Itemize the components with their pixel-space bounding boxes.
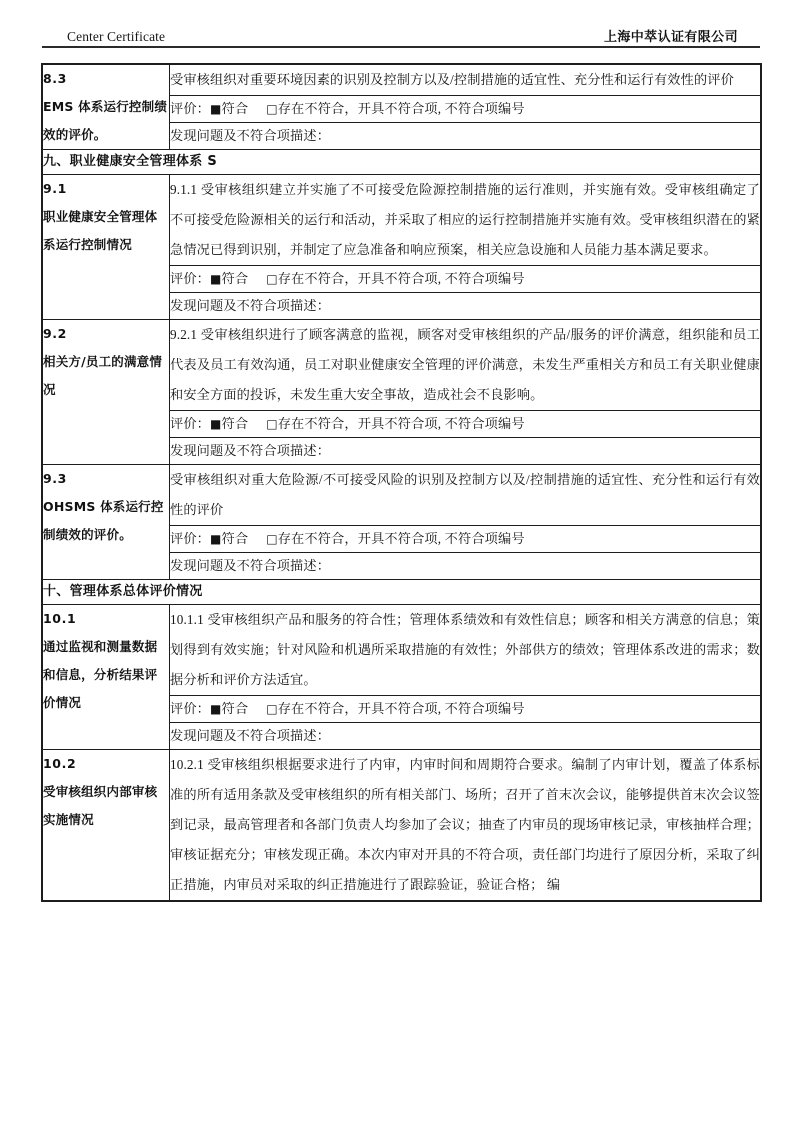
eval-conform-label: 符合 <box>221 701 249 716</box>
evaluation-row-9-2 <box>170 411 761 438</box>
checkbox-checked-icon[interactable]: ■ <box>210 417 222 431</box>
checkbox-empty-icon[interactable]: □ <box>266 417 278 431</box>
eval-conform-label: 符合 <box>221 416 249 431</box>
findings-row-9-3[interactable]: 发现问题及不符合项描述： <box>170 553 761 580</box>
table-row <box>43 175 761 266</box>
table-row <box>43 580 761 605</box>
clause-body-9-2: 9.2.1 受审核组织进行了顾客满意的监视，顾客对受审核组织的产品/服务的评价满意，组织能和员工代表及员工有效沟通，员工对职业健康安全管理的评价满意，未发生严重相关方和员工有关职业健康和安全方面的投诉，未发生重大安全事故，造成社会不良影响。 <box>170 320 761 411</box>
clause-label-cell-10-1 <box>43 605 170 750</box>
checkbox-checked-icon[interactable]: ■ <box>210 532 222 546</box>
eval-nonconform-label: 存在不符合，开具不符合项, 不符合项编号 <box>277 101 525 116</box>
table-row <box>43 65 761 96</box>
evaluation-row-10-1 <box>170 696 761 723</box>
section-heading-ten: 十、管理体系总体评价情况 <box>43 580 761 605</box>
eval-prefix-label: 评价： <box>170 271 211 286</box>
checkbox-empty-icon[interactable]: □ <box>266 702 278 716</box>
table-row <box>43 605 761 696</box>
section-heading-nine: 九、职业健康安全管理体系 S <box>43 150 761 175</box>
checkbox-checked-icon[interactable]: ■ <box>210 272 222 286</box>
clause-number: 9.1 <box>43 181 67 196</box>
clause-number: 10.1 <box>43 611 77 626</box>
eval-nonconform-label: 存在不符合，开具不符合项, 不符合项编号 <box>277 271 525 286</box>
checkbox-empty-icon[interactable]: □ <box>266 272 278 286</box>
findings-row-8-3[interactable]: 发现问题及不符合项描述： <box>170 123 761 150</box>
clause-label-cell-8-3 <box>43 65 170 150</box>
findings-row-10-1[interactable]: 发现问题及不符合项描述： <box>170 723 761 750</box>
eval-conform-label: 符合 <box>221 101 249 116</box>
clause-title: 职业健康安全管理体系运行控制情况 <box>43 209 158 252</box>
clause-title: OHSMS 体系运行控制绩效的评价。 <box>43 499 164 542</box>
eval-nonconform-label: 存在不符合，开具不符合项, 不符合项编号 <box>277 531 525 546</box>
clause-label-cell-10-2 <box>43 750 170 901</box>
evaluation-row-9-1 <box>170 266 761 293</box>
eval-prefix-label: 评价： <box>170 701 211 716</box>
header-left-text: Center Certificate <box>67 29 166 44</box>
table-row <box>43 150 761 175</box>
clause-body-9-1: 9.1.1 受审核组织建立并实施了不可接受危险源控制措施的运行准则，并实施有效。受审核组确定了不可接受危险源相关的运行和活动，并采取了相应的运行控制措施并实施有效。受审核组织潜在的紧急情况已得到识别，并制定了应急准备和响应预案，相关应急设施和人员能力基本满足要求。 <box>170 175 761 266</box>
checkbox-empty-icon[interactable]: □ <box>266 532 278 546</box>
findings-row-9-1[interactable]: 发现问题及不符合项描述： <box>170 293 761 320</box>
checkbox-empty-icon[interactable]: □ <box>266 102 278 116</box>
eval-prefix-label: 评价： <box>170 531 211 546</box>
evaluation-row-8-3 <box>170 96 761 123</box>
clause-number: 10.2 <box>43 756 77 771</box>
clause-body-8-3: 受审核组织对重要环境因素的识别及控制方以及/控制措施的适宜性、充分性和运行有效性的评价 <box>170 65 761 96</box>
evaluation-row-9-3 <box>170 526 761 553</box>
eval-conform-label: 符合 <box>221 531 249 546</box>
checkbox-checked-icon[interactable]: ■ <box>210 702 222 716</box>
clause-body-10-2: 10.2.1 受审核组织根据要求进行了内审，内审时间和周期符合要求。编制了内审计划，覆盖了体系标准的所有适用条款及受审核组织的所有相关部门、场所；召开了首末次会议，能够提供首末次会议签到记录，最高管理者和各部门负责人均参加了会议；抽查了内审员的现场审核记录，审核抽样合理；审核证据充分；审核发现正确。本次内审对开具的不符合项，责任部门均进行了原因分析，采取了纠正措施，内审员对采取的纠正措施进行了跟踪验证，验证合格； 编 <box>170 750 761 901</box>
eval-conform-label: 符合 <box>221 271 249 286</box>
clause-title: 通过监视和测量数据和信息，分析结果评价情况 <box>43 639 158 710</box>
checkbox-checked-icon[interactable]: ■ <box>210 102 222 116</box>
clause-body-10-1: 10.1.1 受审核组织产品和服务的符合性；管理体系绩效和有效性信息；顾客和相关方满意的信息；策划得到有效实施；针对风险和机遇所采取措施的有效性；外部供方的绩效；管理体系改进的需求；数据分析和评价方法适宜。 <box>170 605 761 696</box>
clause-title: 相关方/员工的满意情况 <box>43 354 163 397</box>
clause-body-9-3: 受审核组织对重大危险源/不可接受风险的识别及控制方以及/控制措施的适宜性、充分性和运行有效性的评价 <box>170 465 761 526</box>
clause-title: EMS 体系运行控制绩效的评价。 <box>43 99 168 142</box>
eval-nonconform-label: 存在不符合，开具不符合项, 不符合项编号 <box>277 701 525 716</box>
eval-nonconform-label: 存在不符合，开具不符合项, 不符合项编号 <box>277 416 525 431</box>
clause-label-cell-9-1 <box>43 175 170 320</box>
eval-prefix-label: 评价： <box>170 101 211 116</box>
clause-label-cell-9-3 <box>43 465 170 580</box>
table-row <box>43 320 761 411</box>
clause-number: 8.3 <box>43 71 67 86</box>
eval-prefix-label: 评价： <box>170 416 211 431</box>
page-running-header <box>42 22 760 48</box>
clause-number: 9.2 <box>43 326 67 341</box>
clause-label-cell-9-2 <box>43 320 170 465</box>
findings-row-9-2[interactable]: 发现问题及不符合项描述： <box>170 438 761 465</box>
table-row <box>43 465 761 526</box>
clause-number: 9.3 <box>43 471 67 486</box>
table-row <box>43 750 761 901</box>
audit-checklist-table <box>42 64 761 901</box>
header-right-company: 上海中萃认证有限公司 <box>603 30 738 45</box>
clause-title: 受审核组织内部审核实施情况 <box>43 784 158 827</box>
